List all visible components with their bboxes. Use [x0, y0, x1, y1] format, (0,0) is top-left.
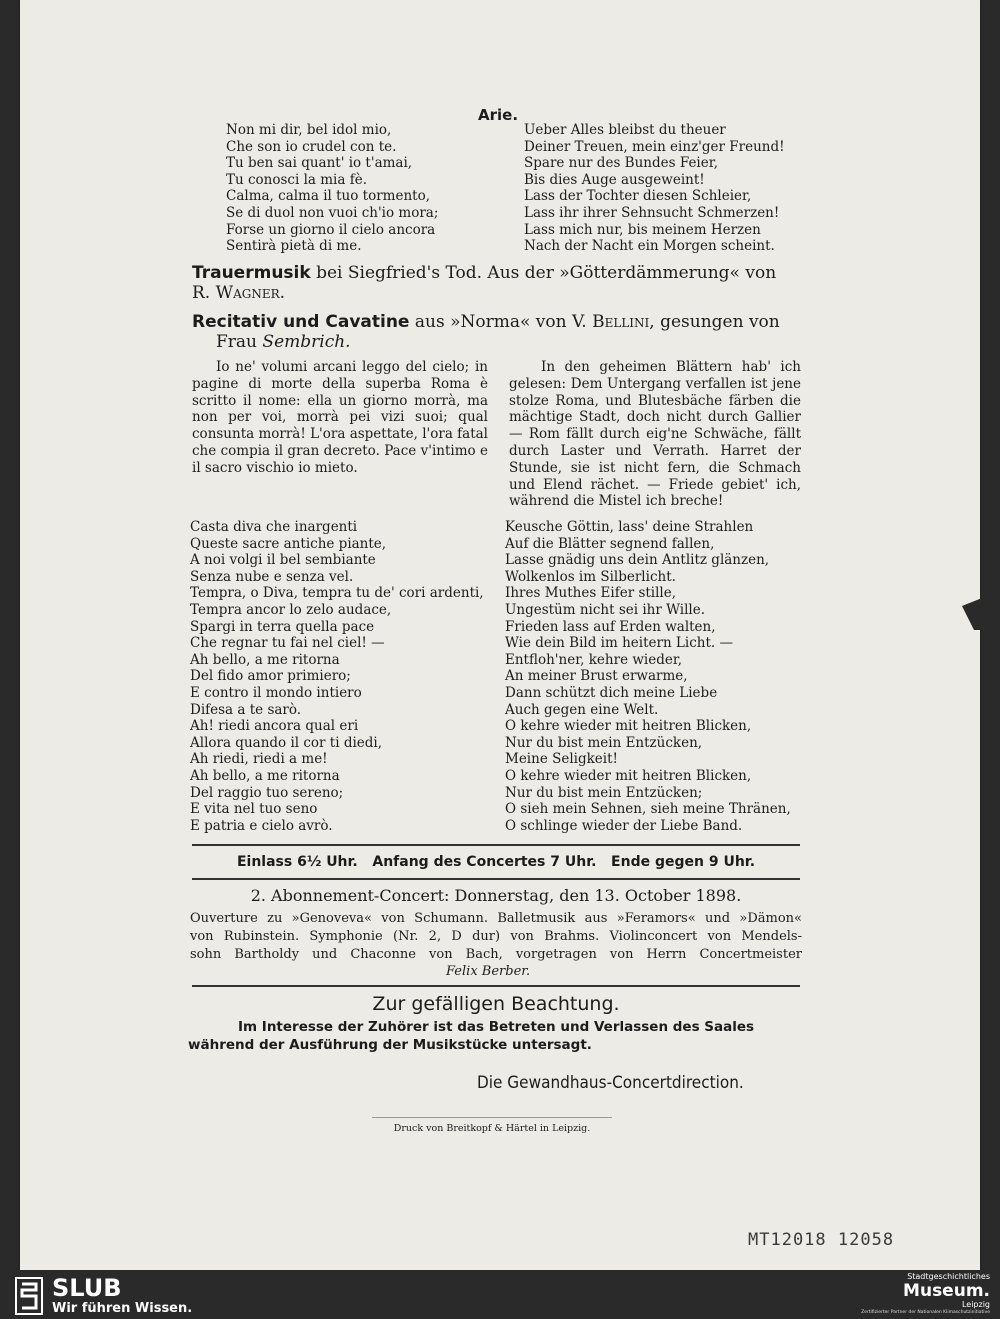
cavatine-german-text — [505, 519, 791, 834]
recitativ-title: Recitativ und Cavatine — [192, 312, 410, 332]
recitativ-singer-line — [216, 332, 351, 353]
cavatine-italian-line: Tempra, o Diva, tempra tu de' cori ardenti, — [190, 585, 484, 602]
arie-german-line: Lass mich nur, bis meinem Herzen — [524, 221, 761, 238]
cavatine-italian-line: Difesa a te sarò. — [190, 701, 302, 718]
cavatine-italian-line: Senza nube e senza vel. — [190, 568, 354, 585]
cavatine-german-line: Auch gegen eine Welt. — [505, 701, 659, 718]
trauermusik-title: Trauermusik — [192, 263, 311, 283]
cavatine-italian-line: Casta diva che inargenti — [190, 519, 358, 535]
arie-german-line: Bis dies Auge ausgeweint! — [524, 171, 705, 188]
arie-title: Arie. — [478, 106, 519, 124]
beachtung-line-1: Im Interesse der Zuhörer ist das Betreten und Verlassen des Saales — [238, 1019, 755, 1035]
beachtung-line-2: während der Ausführung der Musikstücke untersagt. — [188, 1037, 592, 1053]
museum-note: Zertifizierter Partner der Nationalen Klimaschutzinitiative — [861, 1310, 990, 1315]
cavatine-german-line: Entfloh'ner, kehre wieder, — [505, 651, 683, 668]
museum-top: Stadtgeschichtliches — [907, 1272, 990, 1281]
cavatine-italian-line: Tempra ancor lo zelo audace, — [190, 601, 392, 618]
cavatine-german-line: Nur du bist mein Entzücken; — [505, 784, 703, 801]
singer-name: Sembrich. — [262, 332, 351, 352]
cavatine-german-line: Nur du bist mein Entzücken, — [505, 734, 703, 751]
cavatine-german-line: Dann schützt dich meine Liebe — [505, 684, 718, 701]
trauermusik-composer: R. Wagner. — [192, 283, 286, 303]
cavatine-italian-line: Allora quando il cor ti diedi, — [190, 734, 383, 751]
abonnement-line-3: sohn Bartholdy und Chaconne von Bach, vorgetragen von Herrn Concertmeister — [190, 947, 802, 962]
cavatine-german-line: Wolkenlos im Silberlicht. — [505, 568, 676, 585]
slub-name: SLUB — [52, 1274, 122, 1302]
direction-signature: Die Gewandhaus-Concertdirection. — [477, 1073, 744, 1093]
beachtung-title: Zur gefälligen Beachtung. — [372, 993, 620, 1015]
divider-top — [192, 844, 800, 846]
cavatine-italian-line: E vita nel tuo seno — [190, 801, 318, 818]
cavatine-german-line: O schlinge wieder der Liebe Band. — [505, 817, 743, 834]
trauermusik-description: bei Siegfried's Tod. Aus der »Götterdämmerung« von — [310, 263, 777, 283]
cavatine-italian-line: E contro il mondo intiero — [190, 684, 362, 701]
cavatine-italian-text — [190, 519, 484, 834]
recitativ-composer: V. Bellini — [571, 312, 650, 332]
cavatine-italian-line: Ah bello, a me ritorna — [190, 767, 340, 784]
arie-german-line: Lass ihr ihrer Sehnsucht Schmerzen! — [524, 204, 780, 221]
abonnement-line-2: von Rubinstein. Symphonie (Nr. 2, D dur) von Brahms. Violinconcert von Mendels- — [190, 929, 802, 944]
recitativ-heading — [192, 312, 804, 333]
cavatine-german-line: O sieh mein Sehnen, sieh meine Thränen, — [505, 801, 791, 818]
arie-italian-line: Che son io crudel con te. — [226, 138, 397, 155]
arie-italian-line: Non mi dir, bel idol mio, — [226, 122, 392, 138]
arie-italian-line: Se di duol non vuoi ch'io mora; — [226, 204, 439, 221]
printer-rule — [372, 1117, 612, 1118]
museum-city: Leipzig — [961, 1300, 990, 1309]
cavatine-german-line: Keusche Göttin, lass' deine Strahlen — [505, 519, 754, 535]
arie-german-line: Deiner Treuen, mein einz'ger Freund! — [524, 138, 785, 155]
cavatine-italian-line: Del fido amor primiero; — [190, 668, 351, 685]
printer-imprint: Druck von Breitkopf & Härtel in Leipzig. — [393, 1123, 591, 1134]
cavatine-german-line: O kehre wieder mit heitren Blicken, — [505, 767, 752, 784]
museum-name: Museum. — [903, 1281, 990, 1301]
cavatine-italian-line: E patria e cielo avrò. — [190, 817, 333, 834]
cavatine-german-line: Auf die Blätter segnend fallen, — [505, 535, 715, 552]
cavatine-italian-line: Ah riedi, riedi a me! — [190, 751, 328, 768]
divider-bottom — [192, 985, 800, 987]
cavatine-italian-line: Ah! riedi ancora qual eri — [190, 718, 359, 735]
inventory-number: MT12018 12058 — [748, 1230, 895, 1250]
arie-italian-line: Sentirà pietà di me. — [226, 238, 362, 255]
abonnement-performer: Felix Berber. — [446, 964, 531, 979]
arie-german-line: Spare nur des Bundes Feier, — [524, 155, 719, 172]
recitativ-italian-paragraph: Io ne' volumi arcani leggo del cielo; in pagine di morte della superba Roma è scritto il nome: ella un giorno morrà, ma non per voi, morrà pei vizi suoi; qual consunta morrà! L'ora aspettate, l'ora fatal che compia il gran decreto. Pace v'intimo e il sacro vischio io mieto. — [192, 359, 488, 476]
arie-italian-line: Tu conosci la mia fè. — [226, 171, 367, 188]
arie-italian-line: Calma, calma il tuo tormento, — [226, 188, 430, 205]
arie-italian-line: Forse un giorno il cielo ancora — [226, 221, 436, 238]
arie-german-text — [524, 122, 785, 255]
arie-german-line: Nach der Nacht ein Morgen scheint. — [524, 238, 775, 255]
cavatine-german-line: Meine Seligkeit! — [505, 751, 618, 768]
recitativ-description-2: , gesungen von — [649, 312, 780, 332]
recitativ-german-paragraph: In den geheimen Blättern hab' ich gelesen: Dem Untergang verfallen ist jene stolze Roma, und Blutesbäche färben die mächtige Stadt, doch nicht durch Gallier — Rom fällt durch eig'ne Schwäche, fällt durch Laster und Verrath. Harret der Stunde, sie ist nicht fern, die Schmach und Elend rächet. — Friede gebiet' ich, während die Mistel ich breche! — [509, 359, 801, 510]
cavatine-german-line: Lasse gnädig uns dein Antlitz glänzen, — [505, 552, 770, 569]
recitativ-description: aus »Norma« von — [409, 312, 572, 332]
trauermusik-heading — [192, 263, 802, 284]
divider-middle — [192, 878, 800, 880]
cavatine-italian-line: A noi volgi il bel sembiante — [190, 552, 376, 569]
abonnement-line-1: Ouverture zu »Genoveva« von Schumann. Balletmusik aus »Feramors« und »Dämon« — [190, 911, 802, 926]
cavatine-italian-line: Del raggio tuo sereno; — [190, 784, 344, 801]
singer-prefix: Frau — [216, 332, 263, 352]
cavatine-german-line: An meiner Brust erwarme, — [505, 668, 688, 685]
cavatine-german-line: Frieden lass auf Erden walten, — [505, 618, 716, 635]
cavatine-german-line: Ihres Muthes Eifer stille, — [505, 585, 677, 602]
slub-logo-icon — [14, 1276, 44, 1316]
cavatine-italian-line: Che regnar tu fai nel ciel! — — [190, 635, 385, 652]
cavatine-italian-line: Ah bello, a me ritorna — [190, 651, 340, 668]
cavatine-german-line: O kehre wieder mit heitren Blicken, — [505, 718, 752, 735]
abonnement-heading: 2. Abonnement-Concert: Donnerstag, den 13. October 1898. — [250, 886, 742, 905]
arie-italian-line: Tu ben sai quant' io t'amai, — [226, 155, 413, 172]
arie-italian-text — [226, 122, 438, 255]
cavatine-italian-line: Queste sacre antiche piante, — [190, 535, 387, 552]
arie-german-line: Lass der Tochter diesen Schleier, — [524, 188, 752, 205]
concert-times: Einlass 6½ Uhr. Anfang des Concertes 7 Uhr. Ende gegen 9 Uhr. — [236, 854, 756, 870]
cavatine-german-line: Wie dein Bild im heitern Licht. — — [505, 635, 733, 652]
arie-german-line: Ueber Alles bleibst du theuer — [524, 122, 726, 138]
slub-tagline: Wir führen Wissen. — [52, 1301, 193, 1316]
cavatine-italian-line: Spargi in terra quella pace — [190, 618, 375, 635]
cavatine-german-line: Ungestüm nicht sei ihr Wille. — [505, 601, 705, 618]
